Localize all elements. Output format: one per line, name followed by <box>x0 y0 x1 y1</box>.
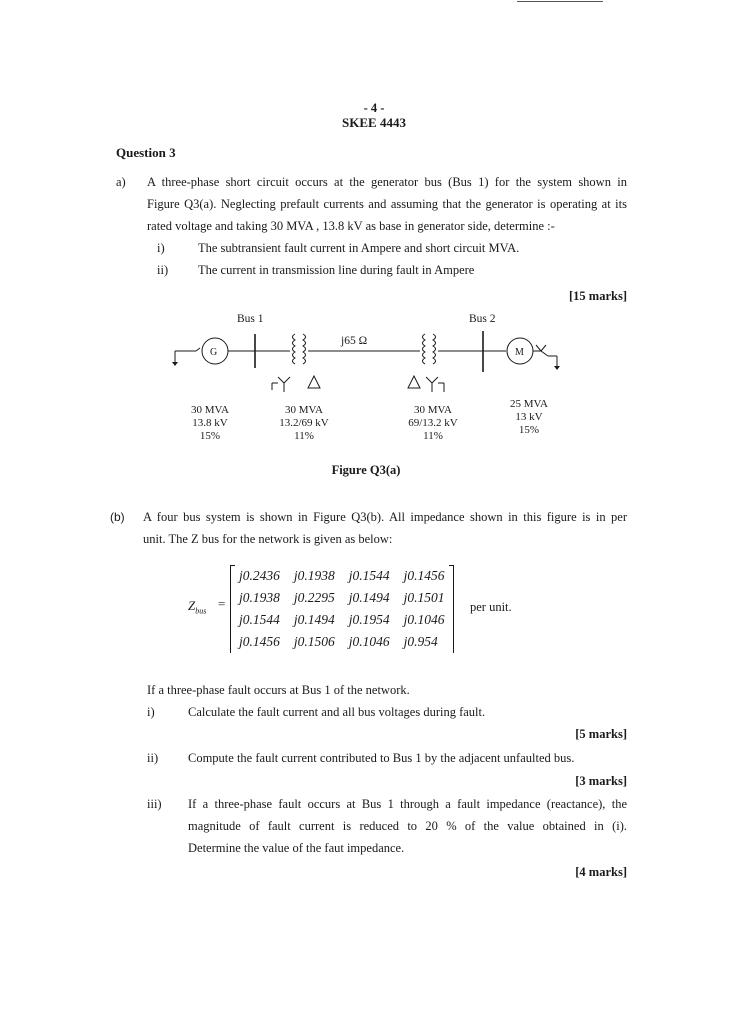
motor-rating-x: 15% <box>518 424 540 436</box>
t2-secondary-winding <box>433 334 436 364</box>
t1-rating-mva: 30 MVA <box>284 404 324 416</box>
motor-ground-mark <box>554 366 560 370</box>
matrix-cell: j0.1506 <box>293 634 335 649</box>
matrix-cell: j0.1456 <box>403 568 445 583</box>
motor-rating-mva: 25 MVA <box>509 398 549 410</box>
part-b-item-text: If a three-phase fault occurs at Bus 1 through a fault impedance (reactance), the <box>188 797 627 811</box>
matrix-bracket-top-left <box>230 565 235 566</box>
part-b-item-text: Compute the fault current contributed to Bus 1 by the adjacent unfaulted bus. <box>188 751 575 765</box>
t1-secondary-winding <box>303 334 306 364</box>
t2-delta <box>408 376 420 388</box>
matrix-cell: j0.1544 <box>239 612 280 627</box>
part-a-line2: Figure Q3(a). Neglecting prefault currents and assuming that the generator is operating at its <box>147 197 627 211</box>
motor-rating-kv: 13 kV <box>515 411 543 423</box>
part-b-item-text: Calculate the fault current and all bus voltages during fault. <box>188 705 486 719</box>
part-b-item-text: magnitude of fault current is reduced to 20 % of the value obtained in (i). <box>188 819 627 833</box>
matrix-cell: j0.1938 <box>293 568 335 583</box>
course-code: SKEE 4443 <box>342 115 406 130</box>
part-b-item-num: i) <box>147 705 155 719</box>
gen-rating-mva: 30 MVA <box>190 404 230 416</box>
part-b-line2: unit. The Z bus for the network is given as below: <box>143 532 393 546</box>
t1-rating-x: 11% <box>294 430 314 442</box>
part-a-line3: rated voltage and taking 30 MVA , 13.8 kV as base in generator side, determine :- <box>147 219 555 233</box>
t1-primary-winding <box>293 334 296 364</box>
matrix-cell: j0.1456 <box>239 634 280 649</box>
line-impedance-label: j65 Ω <box>341 335 368 347</box>
zbus-table <box>232 565 452 653</box>
matrix-cell: j0.2436 <box>239 568 280 583</box>
part-a-item-num: i) <box>157 241 165 255</box>
matrix-row <box>232 565 452 587</box>
figure-q3a-diagram <box>160 305 580 480</box>
zbus-symbol <box>188 598 206 616</box>
gen-ground-mark <box>172 362 178 366</box>
matrix-row <box>232 587 452 609</box>
zbus-letter: Z <box>188 598 196 613</box>
t1-wye <box>284 377 290 383</box>
part-b-line1: A four bus system is shown in Figure Q3(b). All impedance shown in this figure is in per <box>143 510 627 524</box>
part-b-label: (b) <box>110 510 125 524</box>
page-number: - 4 - <box>363 101 385 115</box>
matrix-row <box>232 609 452 631</box>
part-b-item-marks: [4 marks] <box>575 865 627 879</box>
matrix-cell: j0.954 <box>403 634 438 649</box>
matrix-cell: j0.1046 <box>403 612 445 627</box>
t2-rating-x: 11% <box>423 430 443 442</box>
matrix-cell: j0.1494 <box>348 590 390 605</box>
bus2-label: Bus 2 <box>469 313 496 325</box>
zbus-equals: = <box>218 596 226 611</box>
motor-wye <box>541 351 548 356</box>
matrix-cell: j0.1046 <box>348 634 390 649</box>
zbus-subscript: bus <box>195 606 207 616</box>
part-b-item-marks: [3 marks] <box>575 774 627 788</box>
t2-rating-mva: 30 MVA <box>413 404 453 416</box>
fault-intro: If a three-phase fault occurs at Bus 1 of the network. <box>147 683 410 697</box>
part-a-item-text: The subtransient fault current in Ampere and short circuit MVA. <box>198 241 520 255</box>
gen-ground-wire <box>196 348 200 351</box>
t2-wye <box>432 377 438 383</box>
motor-wye <box>541 345 546 351</box>
part-b-item-num: ii) <box>147 751 159 765</box>
matrix-cell: j0.1544 <box>348 568 390 583</box>
t2-wye <box>426 377 432 383</box>
generator-symbol: G <box>210 347 218 358</box>
part-a-marks: [15 marks] <box>569 289 627 303</box>
figure-q3a-caption: Figure Q3(a) <box>331 463 401 477</box>
part-a-label: a) <box>116 175 126 189</box>
part-a-item-num: ii) <box>157 263 169 277</box>
zbus-matrix <box>230 565 454 653</box>
matrix-cell: j0.2295 <box>293 590 335 605</box>
motor-symbol: M <box>515 347 524 358</box>
part-b-item-marks: [5 marks] <box>575 727 627 741</box>
motor-wye <box>536 345 541 351</box>
matrix-unit: per unit. <box>470 600 512 614</box>
t2-primary-winding <box>423 334 426 364</box>
t2-rating-kv: 69/13.2 kV <box>408 417 458 429</box>
part-a-item-text: The current in transmission line during fault in Ampere <box>198 263 475 277</box>
matrix-row <box>232 631 452 653</box>
scan-top-rule <box>517 1 603 2</box>
part-b-item-text: Determine the value of the faut impedance. <box>188 841 405 855</box>
t1-wye <box>278 377 284 383</box>
t1-rating-kv: 13.2/69 kV <box>279 417 329 429</box>
part-b-item-num: iii) <box>147 797 162 811</box>
question-title: Question 3 <box>116 145 176 160</box>
gen-rating-x: 15% <box>199 430 221 442</box>
t1-delta <box>308 376 320 388</box>
matrix-cell: j0.1938 <box>239 590 280 605</box>
bus1-label: Bus 1 <box>237 313 264 325</box>
part-a-line1: A three-phase short circuit occurs at the generator bus (Bus 1) for the system shown in <box>147 175 627 189</box>
matrix-bracket-top-right <box>449 565 454 566</box>
matrix-cell: j0.1494 <box>293 612 335 627</box>
matrix-cell: j0.1501 <box>403 590 445 605</box>
gen-rating-kv: 13.8 kV <box>192 417 228 429</box>
matrix-cell: j0.1954 <box>348 612 390 627</box>
